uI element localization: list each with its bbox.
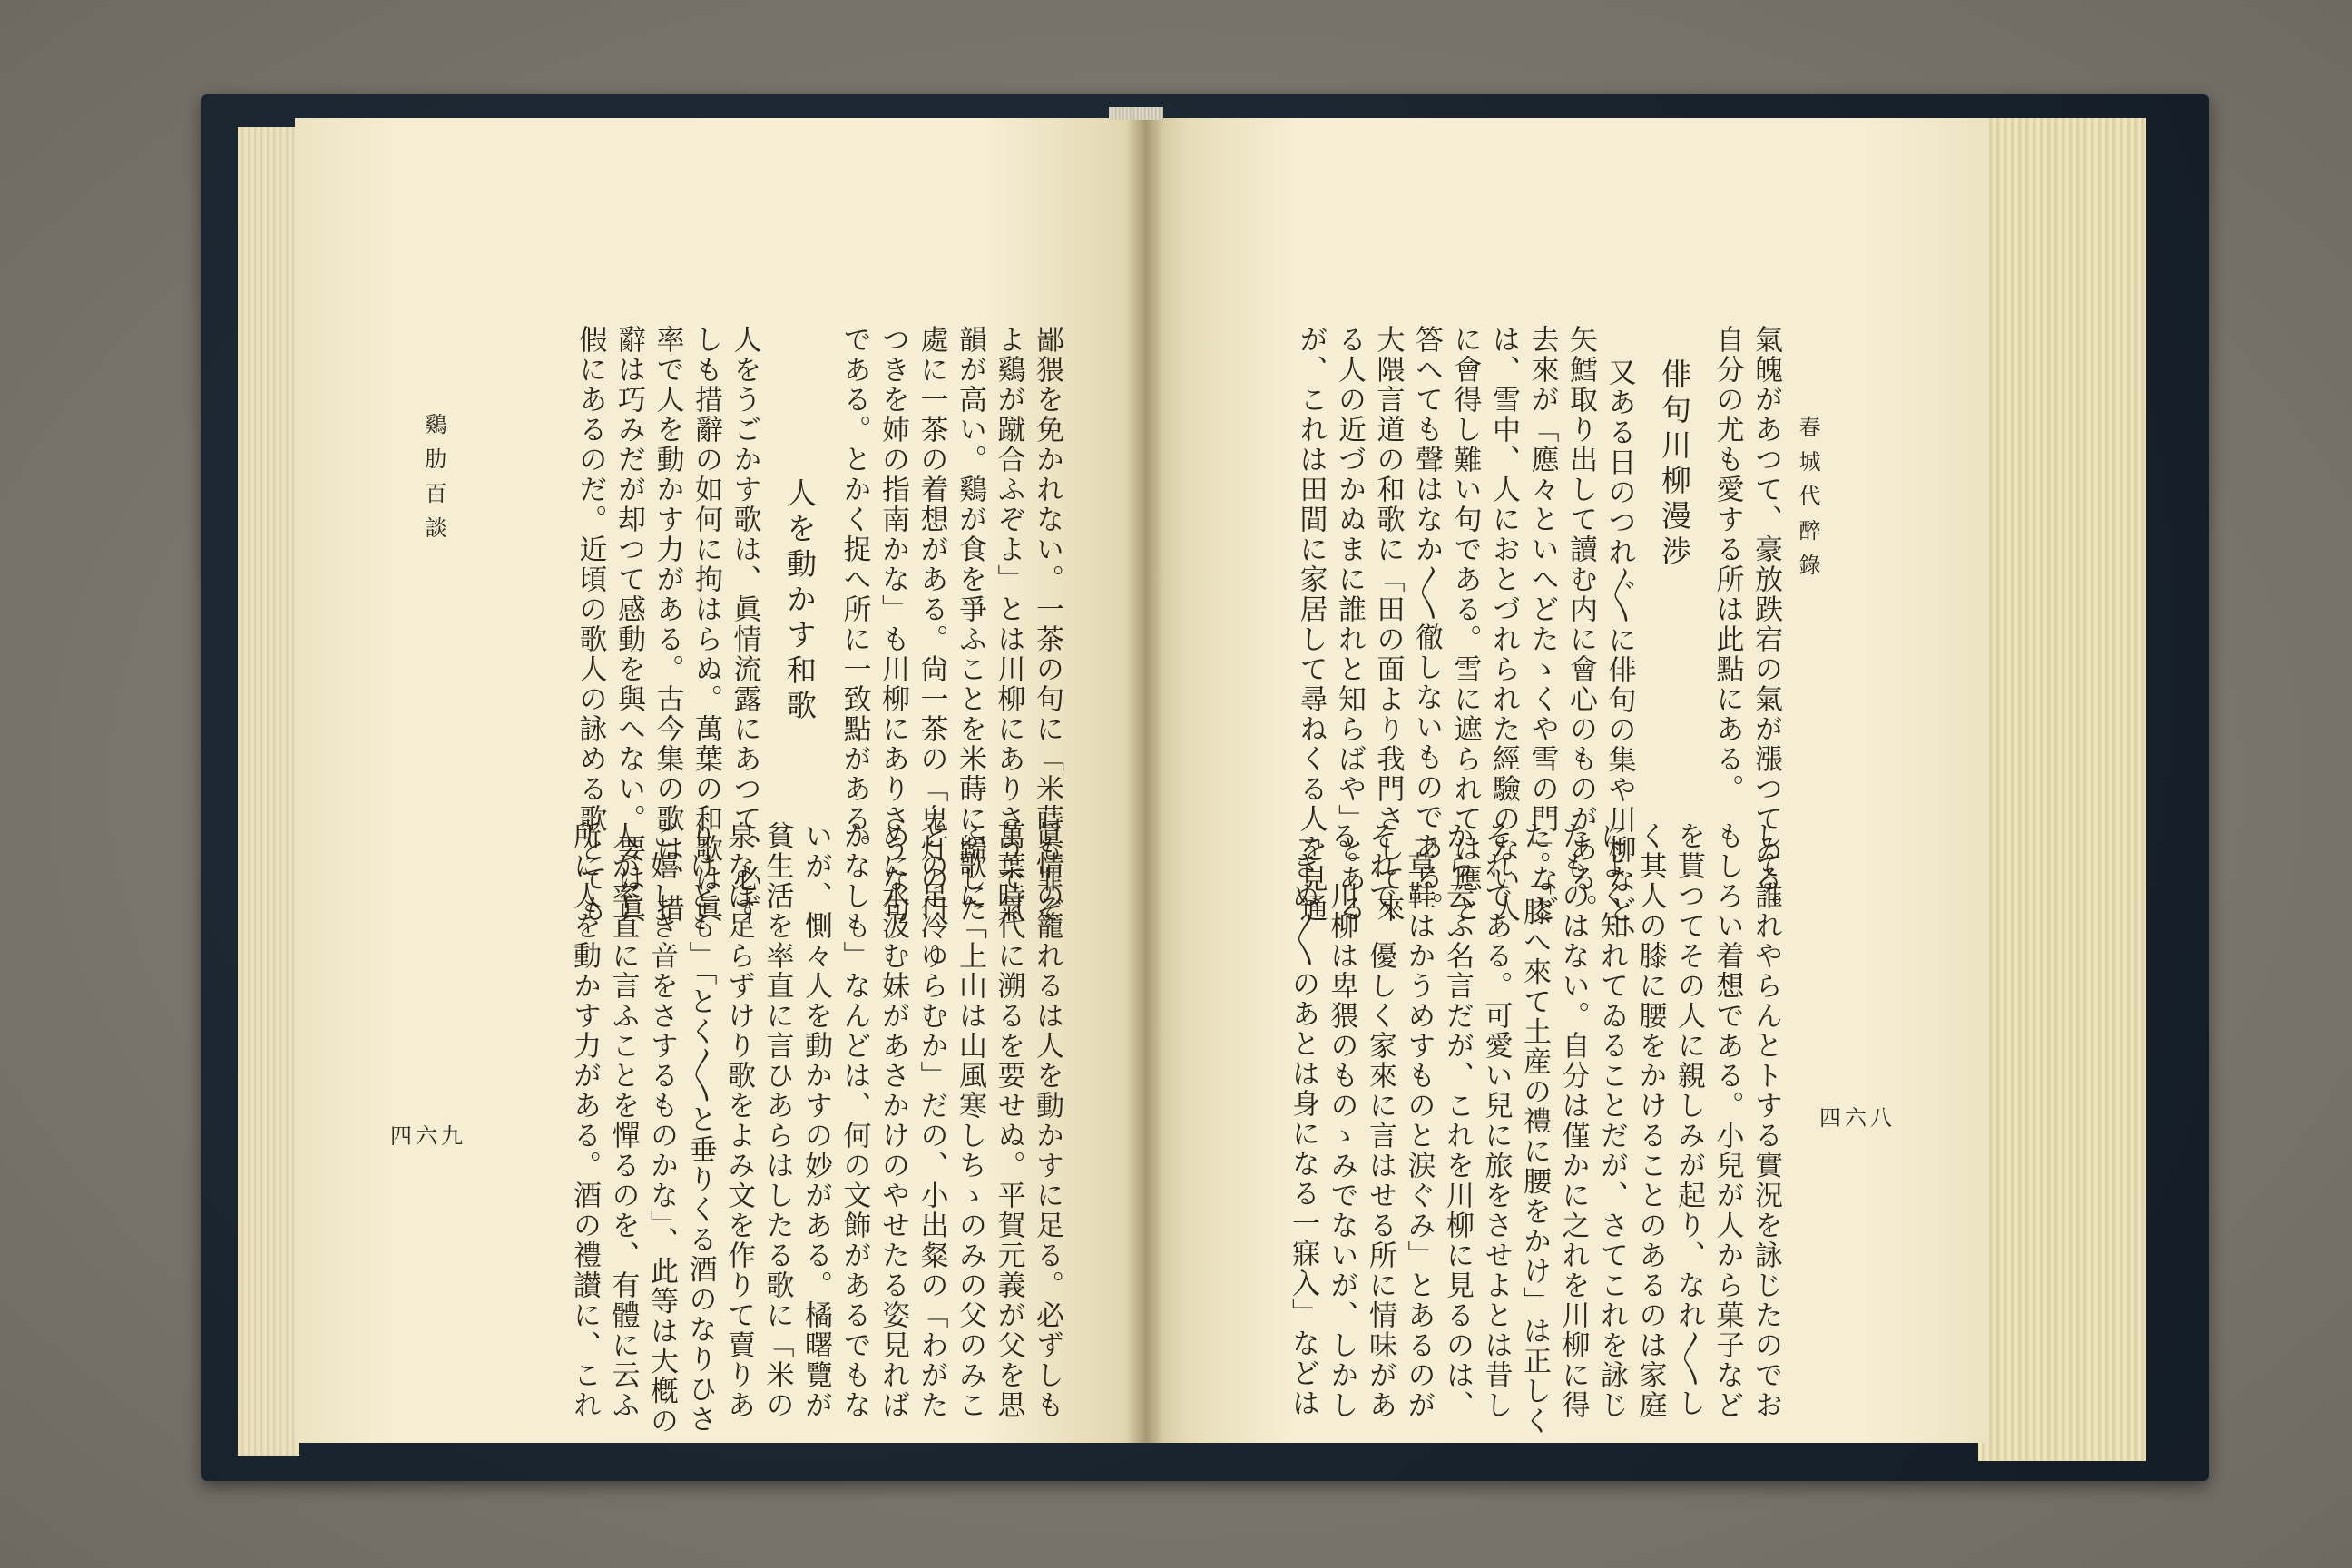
page-number-left: 四六九: [390, 1123, 466, 1149]
text-column: 處に一茶の着想がある。尙一茶の「鬼灯の口: [915, 325, 948, 924]
text-column: 又ある日のつれ〴〵に俳句の集や川柳など、: [1602, 358, 1636, 955]
text-column: 鄙猥を免かれない。一茶の句に「米蒔も罪ぞ: [1031, 325, 1063, 924]
text-column: く其人の膝に腰をかけることのあるのは家庭: [1633, 821, 1667, 1420]
text-column: に會得し難い句である。雪に遮られては應と: [1448, 325, 1482, 924]
text-column: 萬葉時代に溯るを要せぬ。平賀元義が父を思: [992, 821, 1025, 1420]
text-column: との足冷ゆらむか」だの、小出粲の「わがた: [915, 821, 948, 1420]
text-column: めに水汲む妹があさかけのやせたる姿見れば: [877, 821, 909, 1420]
text-column: は、雪中、人におとづれられた經驗のない人: [1487, 325, 1520, 924]
text-column: 韻が高い。鷄が食を爭ふことを米蒔に歸した: [954, 325, 986, 924]
text-column: 人が率直に言ふことを憚るのを、有體に云ふ: [606, 821, 640, 1420]
text-column: いが、惻々人を動かすの妙がある。橘曙覽が: [799, 821, 832, 1420]
text-column: よ鷄が蹴合ふぞよ」とは川柳にありさうで氣: [992, 325, 1025, 924]
text-column: ご嬉しき音をさするものかな」、此等は大槪の: [645, 821, 678, 1436]
text-column: ふ歌に「上山は山風寒しちゝのみの父のみこ: [954, 821, 986, 1420]
section-heading: 人を動かす和歌: [782, 477, 818, 725]
text-column: である。とかく捉へ所に一致點がある。: [838, 325, 871, 864]
text-column: 矢鱈取り出して讀む内に會心のものがある。: [1564, 325, 1597, 924]
text-column: を貰つてその人に親しみが起り、なれ〳〵し: [1672, 821, 1705, 1418]
text-column: 率で人を動かす力がある。古今集の歌は、措: [651, 325, 684, 924]
text-column: 自分の尤も愛する所は此點にある。: [1710, 325, 1744, 804]
text-column: 所に人を動かす力がある。酒の禮讃に、これ: [568, 821, 601, 1420]
text-column: る。川柳は卑猥のものゝみでないが、しかし: [1325, 821, 1358, 1420]
text-column: もしろい着想である。小兒が人から菓子など: [1710, 821, 1744, 1420]
text-column: が、これは田間に家居して尋ねくる人を見通: [1294, 325, 1328, 924]
text-column: 去來が「應々といへどたゝくや雪の門」など: [1525, 325, 1559, 924]
text-column: しも措辭の如何に拘はらぬ。萬葉の和歌は眞: [690, 325, 722, 924]
text-column: 眞情の籠れるは人を動かすに足る。必ずしも: [1031, 821, 1063, 1420]
text-column: それで、優しく家來に言はせる所に情味があ: [1364, 821, 1396, 1420]
text-column: 貧生活を率直に言ひあらはしたる歌に「米の: [760, 821, 794, 1420]
text-column: 「草鞋はかうめすものと涙ぐみ」とあるのが: [1402, 821, 1436, 1420]
gutter-shadow: [1127, 118, 1163, 1443]
left-page-edges: [238, 127, 299, 1456]
text-column: りけども」「とく〳〵と垂りくる酒のなりひさ: [683, 821, 717, 1435]
text-column: 答へても聲はなか〳〵徹しないものである。: [1410, 325, 1443, 922]
text-column: たものはない。自分は僅かに之れを川柳に得: [1556, 821, 1590, 1420]
running-foot: 鷄肋百談: [421, 413, 446, 551]
text-column: によく知れてゐることだが、さてこれを詠じ: [1595, 821, 1628, 1420]
text-column: 泉なほ足らずけり歌をよみ文を作りて賣りあ: [722, 821, 755, 1420]
text-column: 假にあるのだ。近頃の歌人の詠める歌とても: [573, 325, 607, 924]
text-column: それである。可愛い兒に旅をさせよとは昔し: [1479, 821, 1513, 1420]
text-column: る人の近づかぬまに誰れと知らばや」とある: [1333, 325, 1366, 924]
text-column: から云ふ名言だが、これを川柳に見るのは、: [1441, 821, 1474, 1420]
text-column: 大隈言道の和歌に「田の面より我門さして來: [1371, 325, 1405, 924]
right-page-edges: [1978, 118, 2146, 1461]
page-number-right: 四六八: [1819, 1105, 1896, 1131]
text-column: つきを姉の指南かな」も川柳にありさうな句: [877, 325, 909, 924]
text-column: かなしも」なんどは、何の文飾があるでもな: [838, 821, 871, 1420]
text-column: 氣魄があつて、豪放跌宕の氣が漲つてゐる。: [1749, 325, 1782, 924]
section-heading: 俳句川柳漫渉: [1657, 358, 1692, 571]
text-column: 辭は巧みだが却つて感動を與へない。要は眞: [612, 325, 645, 924]
text-column: 「きぬ〳〵のあとは身になる一寐入」などは: [1287, 821, 1319, 1418]
text-column: た。「膝へ來て土産の禮に腰をかけ」は正しく: [1518, 821, 1551, 1436]
text-column: 人をうごかす歌は、眞情流露にあつて、必ず: [728, 325, 761, 924]
running-head: 春城代醉錄: [1795, 416, 1820, 588]
text-column: して誰れやらんとトする實況を詠じたのでお: [1749, 821, 1782, 1420]
head-band: [1109, 107, 1163, 120]
